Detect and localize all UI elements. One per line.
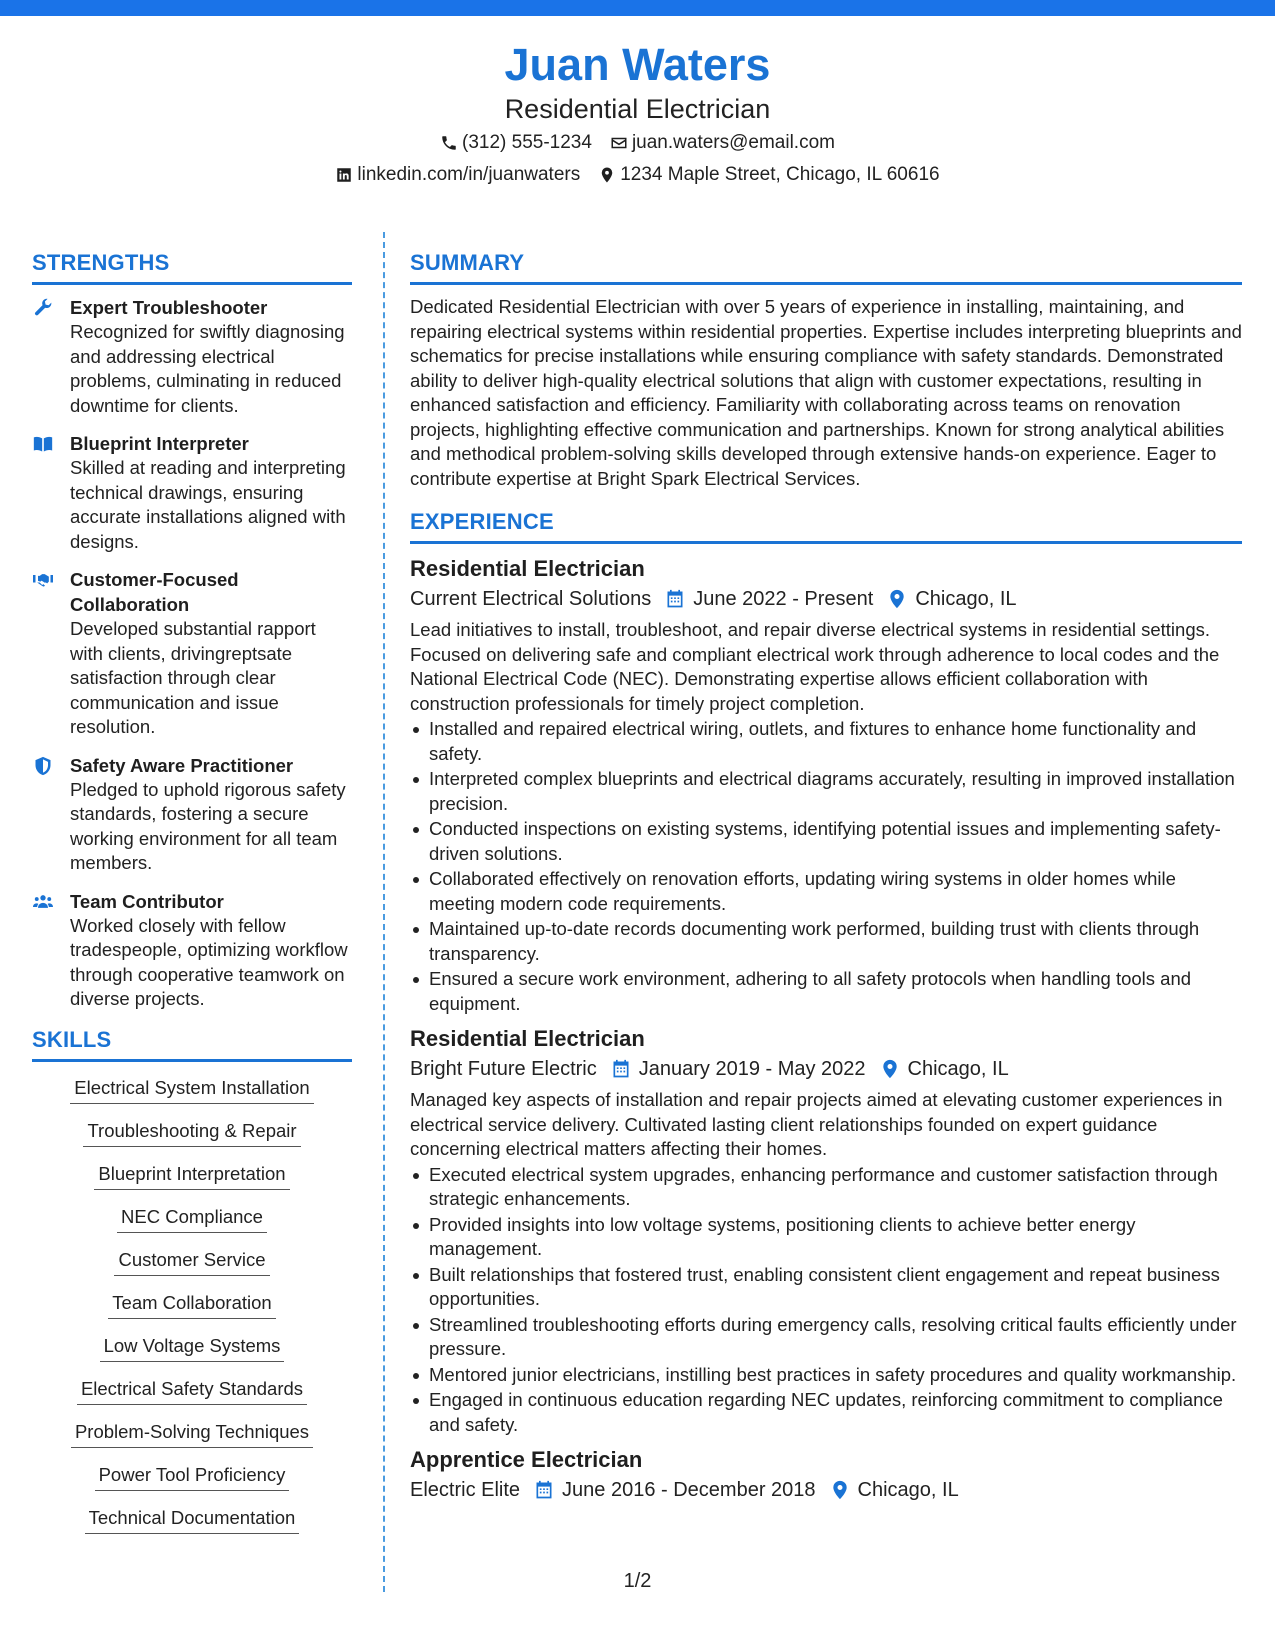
- skill-item: Technical Documentation: [85, 1506, 300, 1534]
- linkedin-text: linkedin.com/in/juanwaters: [357, 164, 581, 185]
- job-bullet: Executed electrical system upgrades, enhancing performance and customer satisfaction through strategic enhancements.: [410, 1163, 1242, 1212]
- job-bullet: Mentored junior electricians, instilling best practices in safety procedures and quality workmanship.: [410, 1363, 1242, 1388]
- job-bullet: Installed and repaired electrical wiring, outlets, and fixtures to enhance home functionality and safety.: [410, 717, 1242, 766]
- job-bullet: Streamlined troubleshooting efforts during emergency calls, resolving critical faults efficiently under pressure.: [410, 1313, 1242, 1362]
- left-column: [32, 248, 352, 1549]
- top-accent-bar: [0, 0, 1275, 16]
- job-company: Current Electrical Solutions: [410, 588, 652, 610]
- experience-heading: EXPERIENCE: [410, 507, 1242, 544]
- handshake-icon: [32, 570, 54, 590]
- address-contact: [598, 160, 939, 190]
- book-icon: [32, 434, 54, 454]
- job-entry: [410, 554, 1242, 1016]
- phone-contact[interactable]: [440, 128, 592, 158]
- page-number: 1/2: [623, 1570, 652, 1592]
- skill-item: Troubleshooting & Repair: [83, 1119, 300, 1147]
- strength-title: Expert Troubleshooter: [70, 297, 268, 318]
- job-bullet: Interpreted complex blueprints and electrical diagrams accurately, resulting in improved installation precision.: [410, 767, 1242, 816]
- strength-item: [32, 889, 352, 1012]
- linkedin-contact[interactable]: [335, 160, 580, 190]
- summary-heading: SUMMARY: [410, 248, 1242, 285]
- skill-item: Electrical Safety Standards: [77, 1377, 307, 1405]
- job-meta: [410, 1054, 1242, 1084]
- job-bullet: Provided insights into low voltage systems, positioning clients to achieve better energy management.: [410, 1213, 1242, 1262]
- calendar-icon: [534, 1480, 554, 1500]
- job-location: Chicago, IL: [915, 588, 1017, 610]
- job-meta: [410, 1475, 1242, 1505]
- contact-row-1: [0, 128, 1275, 158]
- calendar-icon: [665, 589, 685, 609]
- strength-desc: Pledged to uphold rigorous safety standards, fostering a secure working environment for all team members.: [70, 778, 346, 873]
- calendar-icon: [611, 1059, 631, 1079]
- skill-item: Blueprint Interpretation: [94, 1162, 289, 1190]
- strengths-heading: STRENGTHS: [32, 248, 352, 285]
- skill-item: NEC Compliance: [117, 1205, 267, 1233]
- strength-item: [32, 295, 352, 418]
- skill-item: Problem-Solving Techniques: [71, 1420, 313, 1448]
- resume-header: [0, 38, 1275, 190]
- skill-item: Low Voltage Systems: [100, 1334, 285, 1362]
- phone-text: (312) 555-1234: [462, 132, 592, 153]
- job-entry: [410, 1024, 1242, 1437]
- strength-title: Blueprint Interpreter: [70, 433, 249, 454]
- job-bullet: Engaged in continuous education regarding NEC updates, reinforcing commitment to compliance and safety.: [410, 1388, 1242, 1437]
- strength-item: [32, 431, 352, 554]
- map-pin-icon: [598, 166, 616, 184]
- skill-item: Customer Service: [114, 1248, 269, 1276]
- job-company: Bright Future Electric: [410, 1058, 597, 1080]
- map-pin-icon: [887, 589, 907, 609]
- job-bullet: Built relationships that fostered trust, enabling consistent client engagement and repeat business opportunities.: [410, 1263, 1242, 1312]
- summary-text: Dedicated Residential Electrician with over 5 years of experience in installing, maintaining, and repairing electrical systems within residential properties. Expertise includes interpreting blueprints and schematics for precise installations while ensuring compliance with safety standards. Demonstrated ability to deliver high-quality electrical solutions that align with customer expectations, resulting in enhanced satisfaction and efficiency. Familiarity with collaborating across teams on renovation projects, highlighting effective communication and partnerships. Known for strong analytical abilities and methodical problem-solving skills developed through extensive hands-on experience. Eager to contribute expertise at Bright Spark Electrical Services.: [410, 296, 1242, 489]
- strength-desc: Skilled at reading and interpreting technical drawings, ensuring accurate installations aligned with designs.: [70, 457, 346, 552]
- job-title: Residential Electrician: [410, 556, 645, 581]
- job-location: Chicago, IL: [857, 1479, 959, 1501]
- strength-desc: Developed substantial rapport with clients, drivingreptsate satisfaction through clear communication and issue resolution.: [70, 618, 316, 737]
- strength-desc: Recognized for swiftly diagnosing and addressing electrical problems, culminating in reduced downtime for clients.: [70, 321, 345, 416]
- job-meta: [410, 584, 1242, 614]
- job-dates: January 2019 - May 2022: [638, 1058, 866, 1080]
- envelope-icon: [610, 134, 628, 152]
- email-text: juan.waters@email.com: [631, 132, 835, 153]
- job-bullet: Collaborated effectively on renovation efforts, updating wiring systems in older homes while meeting modern code requirements.: [410, 867, 1242, 916]
- job-bullet: Conducted inspections on existing systems, identifying potential issues and implementing safety-driven solutions.: [410, 817, 1242, 866]
- right-column: [410, 248, 1242, 1513]
- strength-title: Team Contributor: [70, 890, 224, 912]
- job-description: Managed key aspects of installation and repair projects aimed at elevating customer experiences in electrical service delivery. Cultivated lasting client relationships founded on expert guidance concerning electrical matters affecting their homes.: [410, 1089, 1223, 1159]
- skills-list: [32, 1076, 352, 1549]
- shield-icon: [32, 756, 54, 776]
- strength-desc: Worked closely with fellow tradespeople, optimizing workflow through cooperative teamwork on diverse projects.: [70, 914, 348, 1009]
- linkedin-icon: [335, 166, 353, 184]
- strength-title: Safety Aware Practitioner: [70, 754, 294, 776]
- job-bullet: Ensured a secure work environment, adhering to all safety protocols when handling tools and equipment.: [410, 967, 1242, 1016]
- skill-item: Team Collaboration: [108, 1291, 275, 1319]
- strength-item: [32, 753, 352, 876]
- address-text: 1234 Maple Street, Chicago, IL 60616: [620, 164, 940, 185]
- job-location: Chicago, IL: [907, 1058, 1009, 1080]
- job-title: Apprentice Electrician: [410, 1447, 643, 1472]
- map-pin-icon: [880, 1059, 900, 1079]
- job-bullet: Maintained up-to-date records documenting work performed, building trust with clients through transparency.: [410, 917, 1242, 966]
- candidate-name: Juan Waters: [504, 39, 771, 90]
- job-bullets: [410, 717, 1242, 1016]
- job-dates: June 2016 - December 2018: [562, 1479, 816, 1501]
- job-bullets: [410, 1163, 1242, 1438]
- map-pin-icon: [830, 1480, 850, 1500]
- job-dates: June 2022 - Present: [693, 588, 874, 610]
- strength-title: Customer-Focused Collaboration: [70, 569, 239, 615]
- skill-item: Power Tool Proficiency: [95, 1463, 290, 1491]
- job-entry: [410, 1445, 1242, 1505]
- job-description: Lead initiatives to install, troubleshoot, and repair diverse electrical systems in residential settings. Focused on delivering safe and compliant electrical work through adherence to local codes and the National Electrical Code (NEC). Demonstrating expertise allows efficient collaboration with construction professionals for timely project completion.: [410, 619, 1220, 714]
- job-company: Electric Elite: [410, 1479, 521, 1501]
- wrench-icon: [32, 298, 54, 318]
- job-title: Residential Electrician: [410, 1026, 645, 1051]
- email-contact[interactable]: [610, 128, 835, 158]
- column-divider: [383, 232, 385, 1592]
- candidate-title: Residential Electrician: [504, 94, 771, 124]
- skills-heading: SKILLS: [32, 1025, 352, 1062]
- phone-icon: [440, 134, 458, 152]
- strength-item: [32, 567, 352, 740]
- skill-item: Electrical System Installation: [70, 1076, 313, 1104]
- contact-row-2: [0, 160, 1275, 190]
- users-icon: [32, 892, 54, 912]
